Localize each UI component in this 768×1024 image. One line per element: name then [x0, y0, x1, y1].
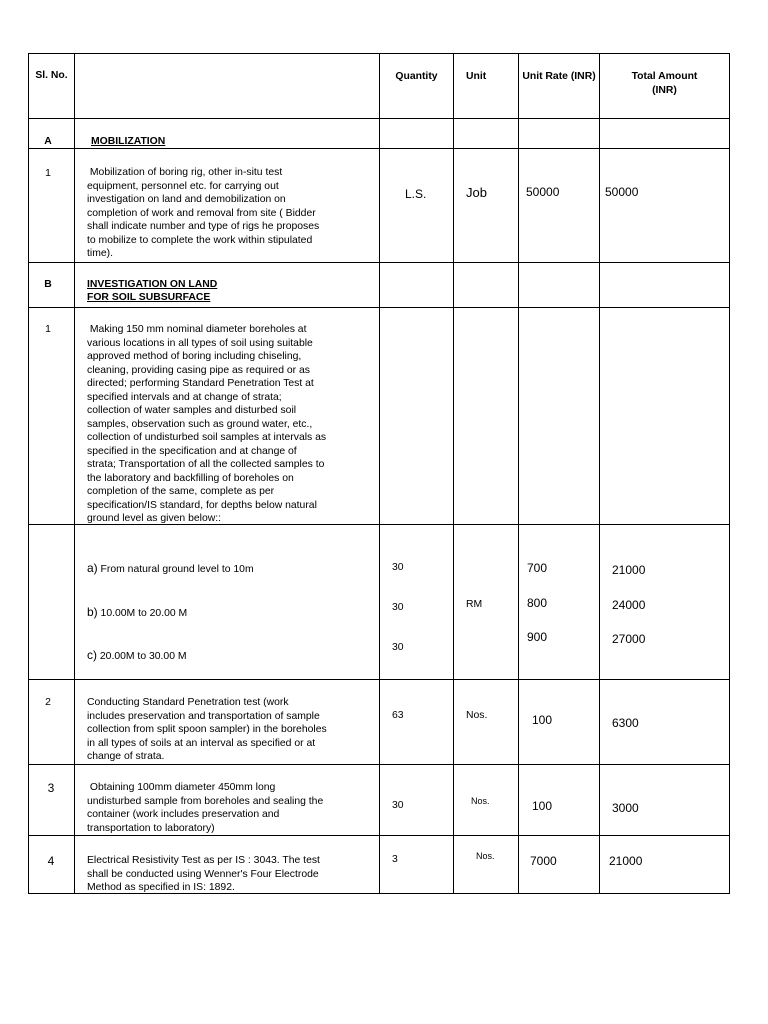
item-b4-quantity: 3: [392, 854, 398, 865]
sub-item-c-label: c) 20.00M to 30.00 M: [87, 648, 187, 662]
item-b3-unit: Nos.: [471, 796, 490, 806]
grid-line: [379, 53, 380, 894]
sub-item-c-total: 27000: [612, 632, 646, 646]
item-b3-total: 3000: [612, 801, 639, 815]
grid-line: [74, 53, 75, 894]
sub-item-b-quantity: 30: [392, 602, 404, 613]
item-a1-quantity: L.S.: [405, 187, 427, 201]
item-b4-unit-rate: 7000: [530, 854, 557, 868]
header-total-amount: Total Amount (INR): [631, 71, 698, 96]
sub-items-unit: RM: [466, 599, 483, 610]
sub-item-a-total: 21000: [612, 563, 646, 577]
grid-line: [28, 764, 730, 765]
grid-line: [729, 53, 730, 894]
header-quantity: Quantity: [395, 71, 438, 82]
item-b3-number: 3: [47, 781, 55, 795]
header-sl-no: Sl. No.: [35, 70, 68, 81]
grid-line: [453, 53, 454, 894]
grid-line: [28, 262, 730, 263]
grid-line: [28, 118, 730, 119]
item-b1-description: Making 150 mm nominal diameter boreholes at various locations in all types of soil using suitable approved method of boring including chiseling, cleaning, providing casing pipe as required or as directed; performing Standard Penetration Test at specified intervals and at change of strata; collection of water samples and disturbed soil samples, observation such as ground water, etc., collection of undisturbed soil samples at intervals as specified in the specification and at change of strata; Transportation of all the collected samples to the laboratory and backfilling of boreholes on completion of the same, complete as per specification/IS standard, for depths below natural ground level as given below::: [87, 324, 327, 524]
grid-line: [28, 835, 730, 836]
section-b-title-line2: FOR SOIL SUBSURFACE: [87, 292, 211, 303]
grid-line: [28, 307, 730, 308]
item-b4-description: Electrical Resistivity Test as per IS : 3043. The test shall be conducted using Wenner's Four Electrode Method as specified in IS: 1892.: [87, 855, 320, 893]
item-b2-number: 2: [45, 697, 51, 708]
section-b-id: B: [44, 279, 52, 290]
item-a1-unit-rate: 50000: [526, 185, 560, 199]
grid-line: [599, 53, 600, 894]
section-a-id: A: [44, 136, 52, 147]
item-b3-description: Obtaining 100mm diameter 450mm long undisturbed sample from boreholes and sealing the container (work includes preservation and transportation to laboratory): [87, 782, 324, 834]
grid-line: [518, 53, 519, 894]
item-a1-total: 50000: [605, 185, 639, 199]
item-b4-number: 4: [47, 854, 55, 868]
sub-item-b-total: 24000: [612, 598, 646, 612]
sub-item-a-label: a) From natural ground level to 10m: [87, 561, 254, 575]
section-b-title-line1: INVESTIGATION ON LAND: [87, 279, 218, 290]
item-b3-unit-rate: 100: [532, 799, 553, 813]
item-b1-number: 1: [45, 324, 51, 335]
sub-item-b-unit-rate: 800: [527, 596, 548, 610]
item-b2-unit: Nos.: [466, 710, 488, 721]
grid-line: [28, 679, 730, 680]
item-b2-quantity: 63: [392, 710, 404, 721]
section-a-title: MOBILIZATION: [91, 136, 166, 147]
sub-item-c-quantity: 30: [392, 642, 404, 653]
sub-item-b-label: b) 10.00M to 20.00 M: [87, 605, 188, 619]
item-b2-unit-rate: 100: [532, 713, 553, 727]
grid-line: [28, 53, 730, 54]
item-a1-description: Mobilization of boring rig, other in-situ test equipment, personnel etc. for carrying out investigation on land and demobilization on completion of work and removal from site ( Bidder shall indicate number and type of rigs he proposes to mobilize to complete the work within stipulated time).: [87, 167, 320, 259]
item-a1-unit: Job: [466, 185, 487, 200]
header-unit-rate: Unit Rate (INR): [522, 71, 596, 82]
item-b4-total: 21000: [609, 854, 643, 868]
sub-item-a-quantity: 30: [392, 562, 404, 573]
sub-item-a-unit-rate: 700: [527, 561, 548, 575]
item-b2-description: Conducting Standard Penetration test (work includes preservation and transportation of sample collection from split spoon sampler) in the boreholes in all types of soils at an interval as specified or at change of strata.: [87, 697, 327, 762]
item-b4-unit: Nos.: [476, 851, 495, 861]
item-b2-total: 6300: [612, 716, 639, 730]
item-a1-number: 1: [45, 168, 51, 179]
sub-item-c-unit-rate: 900: [527, 630, 548, 644]
item-b3-quantity: 30: [392, 800, 404, 811]
header-unit: Unit: [466, 71, 487, 82]
